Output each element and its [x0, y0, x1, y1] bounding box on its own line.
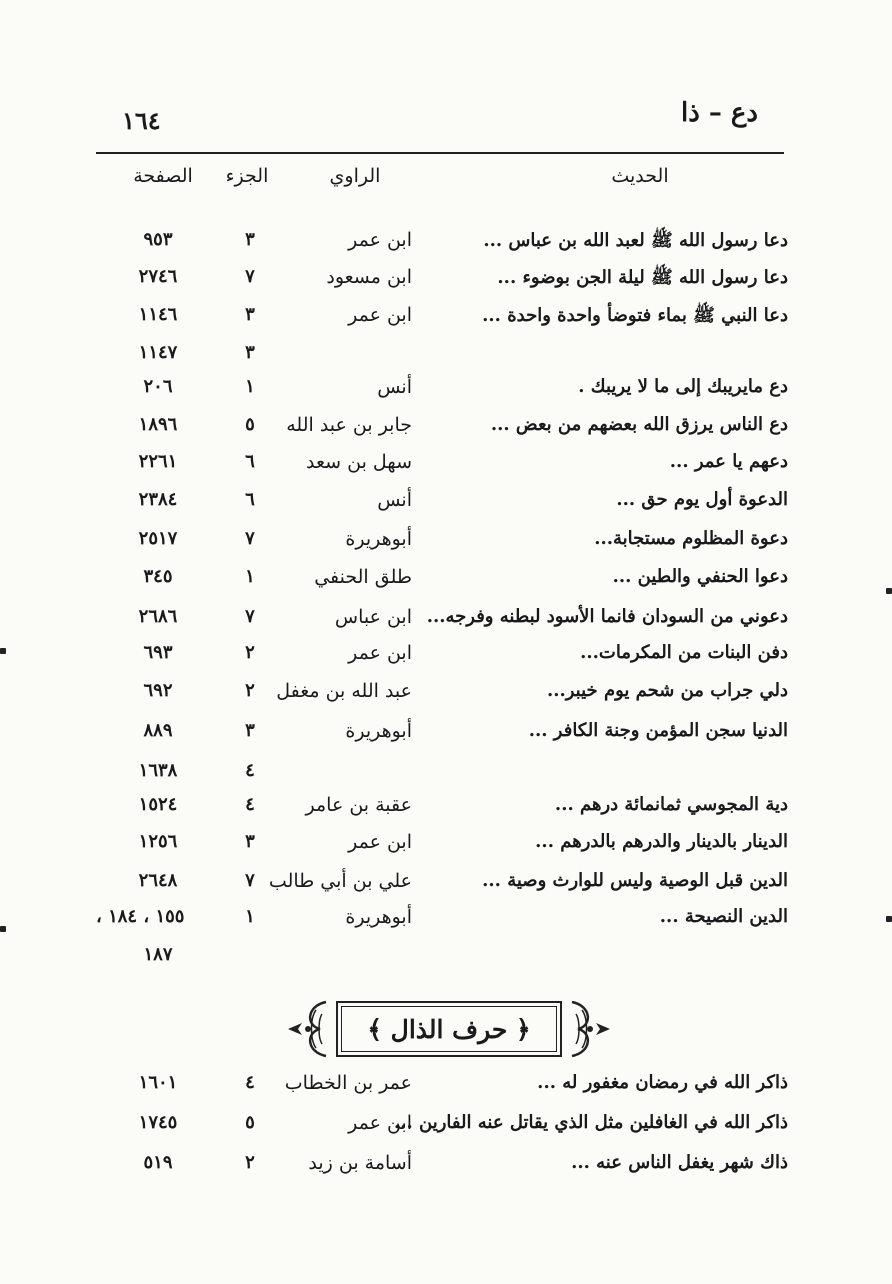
table-row — [0, 266, 892, 298]
hadith-text: دلي جراب من شحم يوم خيبر... — [546, 680, 788, 701]
table-row — [0, 566, 892, 598]
table-row — [0, 944, 892, 976]
hadith-text: ذاكر الله في رمضان مغفور له ... — [537, 1072, 788, 1093]
column-header-page: الصفحة — [133, 165, 193, 187]
hadith-text: ذاك شهر يغفل الناس عنه ... — [571, 1152, 788, 1173]
scan-mark — [886, 916, 892, 922]
part-number: ٣ — [245, 304, 255, 325]
part-number: ٤ — [245, 760, 255, 781]
table-row — [0, 376, 892, 408]
table-row — [0, 342, 892, 374]
page-ref: ١٨٧ — [143, 944, 173, 965]
hadith-text: دعهم يا عمر ... — [669, 451, 788, 472]
table-row — [0, 642, 892, 674]
narrator: جابر بن عبد الله — [286, 414, 412, 436]
narrator: ابن عمر — [348, 229, 412, 251]
page-ref: ٥١٩ — [143, 1152, 173, 1173]
part-number: ٣ — [245, 229, 255, 250]
page-ref: ١١٤٧ — [138, 342, 178, 363]
part-number: ١ — [245, 566, 255, 587]
narrator: ابن مسعود — [326, 266, 412, 288]
table-row — [0, 870, 892, 902]
page-ref: ٢٧٤٦ — [138, 266, 178, 287]
part-number: ١ — [245, 906, 255, 927]
hadith-text: دعا رسول الله ﷺ لعبد الله بن عباس ... — [483, 230, 788, 251]
page-ref: ١١٤٦ — [138, 304, 178, 325]
hadith-text: دعوة المظلوم مستجابة... — [594, 528, 788, 549]
part-number: ٧ — [245, 606, 255, 627]
scan-mark — [0, 926, 6, 932]
table-row — [0, 831, 892, 863]
page-ref: ١٧٤٥ — [138, 1112, 178, 1133]
column-header-hadith: الحديث — [611, 165, 669, 187]
narrator: ابن عمر — [348, 304, 412, 326]
table-row — [0, 1152, 892, 1184]
table-row — [0, 304, 892, 336]
part-number: ٣ — [245, 342, 255, 363]
narrator: عمر بن الخطاب — [284, 1072, 412, 1094]
page-number: ١٦٤ — [122, 106, 161, 135]
hadith-text: دعا رسول الله ﷺ ليلة الجن بوضوء ... — [497, 267, 788, 288]
scan-mark — [886, 588, 892, 594]
page-ref: ٩٥٣ — [143, 229, 173, 250]
table-row — [0, 1112, 892, 1144]
table-row — [0, 451, 892, 483]
hadith-text: الدين قبل الوصية وليس للوارث وصية ... — [482, 870, 788, 891]
column-header-part: الجزء — [225, 165, 269, 187]
part-number: ٣ — [245, 720, 255, 741]
section-title: ﴿ حرف الذال ﴾ — [367, 1015, 531, 1044]
running-header-range: دع – ذا — [681, 98, 758, 128]
page-ref: ٢٣٨٤ — [138, 489, 178, 510]
column-header-narrator: الراوي — [329, 165, 381, 187]
page-ref: ١٥٢٤ — [138, 794, 178, 815]
part-number: ٢ — [245, 1152, 255, 1173]
narrator: سهل بن سعد — [306, 451, 412, 473]
part-number: ٢ — [245, 642, 255, 663]
section-banner — [336, 1001, 562, 1057]
right-ornament-icon — [564, 996, 612, 1062]
page-ref: ١٢٥٦ — [138, 831, 178, 852]
table-row — [0, 489, 892, 521]
hadith-text: الدين النصيحة ... — [659, 906, 788, 927]
hadith-text: دع الناس يرزق الله بعضهم من بعض ... — [490, 414, 788, 435]
part-number: ٦ — [245, 489, 255, 510]
table-row — [0, 229, 892, 261]
page-ref: ١٨٩٦ — [138, 414, 178, 435]
narrator: طلق الحنفي — [314, 566, 412, 588]
part-number: ٤ — [245, 1072, 255, 1093]
page-ref: ٦٩٣ — [143, 642, 173, 663]
hadith-text: ذاكر الله في الغافلين مثل الذي يقاتل عنه الفارين ... — [393, 1112, 788, 1133]
part-number: ٧ — [245, 266, 255, 287]
page-ref: ٨٨٩ — [143, 720, 173, 741]
page-ref: ٢٥١٧ — [138, 528, 178, 549]
hadith-text: دية المجوسي ثمانمائة درهم ... — [554, 794, 788, 815]
narrator: ابن عمر — [348, 1112, 412, 1134]
part-number: ٥ — [245, 1112, 255, 1133]
table-row — [0, 760, 892, 792]
narrator: أبوهريرة — [345, 720, 412, 742]
narrator: ابن عباس — [334, 606, 412, 628]
hadith-text: الدينار بالدينار والدرهم بالدرهم ... — [535, 831, 788, 852]
narrator: أنس — [377, 376, 412, 398]
page-ref: ١٦٣٨ — [138, 760, 178, 781]
part-number: ٤ — [245, 794, 255, 815]
page-ref: ٢٢٦١ — [138, 451, 178, 472]
table-row — [0, 528, 892, 560]
hadith-text: دعوني من السودان فانما الأسود لبطنه وفرجه... — [426, 606, 788, 627]
table-row — [0, 414, 892, 446]
table-row — [0, 1072, 892, 1104]
page-ref: ١٥٥ ، ١٨٤ ، — [96, 906, 185, 927]
narrator: أبوهريرة — [345, 528, 412, 550]
page-ref: ٢٦٨٦ — [138, 606, 178, 627]
page-ref: ٦٩٢ — [143, 680, 173, 701]
left-ornament-icon — [286, 996, 334, 1062]
page-ref: ٢٠٦ — [143, 376, 173, 397]
narrator: ابن عمر — [348, 642, 412, 664]
narrator: عقبة بن عامر — [305, 794, 412, 816]
hadith-text: الدنيا سجن المؤمن وجنة الكافر ... — [528, 720, 788, 741]
part-number: ٧ — [245, 870, 255, 891]
narrator: أنس — [377, 489, 412, 511]
hadith-text: دعوا الحنفي والطين ... — [612, 566, 788, 587]
narrator: أسامة بن زيد — [308, 1152, 412, 1174]
page-ref: ٣٤٥ — [143, 566, 173, 587]
scan-mark — [0, 648, 6, 654]
header-rule — [96, 152, 784, 154]
table-row — [0, 680, 892, 712]
table-row — [0, 720, 892, 752]
narrator: علي بن أبي طالب — [268, 870, 412, 892]
part-number: ٥ — [245, 414, 255, 435]
narrator: ابن عمر — [348, 831, 412, 853]
page-ref: ٢٦٤٨ — [138, 870, 178, 891]
table-row — [0, 906, 892, 938]
page-ref: ١٦٠١ — [138, 1072, 178, 1093]
part-number: ٢ — [245, 680, 255, 701]
hadith-text: دفن البنات من المكرمات... — [580, 642, 788, 663]
hadith-text: دع مايريبك إلى ما لا يريبك . — [578, 376, 788, 397]
narrator: أبوهريرة — [345, 906, 412, 928]
part-number: ١ — [245, 376, 255, 397]
hadith-text: الدعوة أول يوم حق ... — [616, 489, 788, 510]
narrator: عبد الله بن مغفل — [276, 680, 412, 702]
part-number: ٧ — [245, 528, 255, 549]
part-number: ٣ — [245, 831, 255, 852]
part-number: ٦ — [245, 451, 255, 472]
hadith-text: دعا النبي ﷺ بماء فتوضأ واحدة واحدة ... — [482, 305, 788, 326]
table-row — [0, 794, 892, 826]
table-row — [0, 606, 892, 638]
